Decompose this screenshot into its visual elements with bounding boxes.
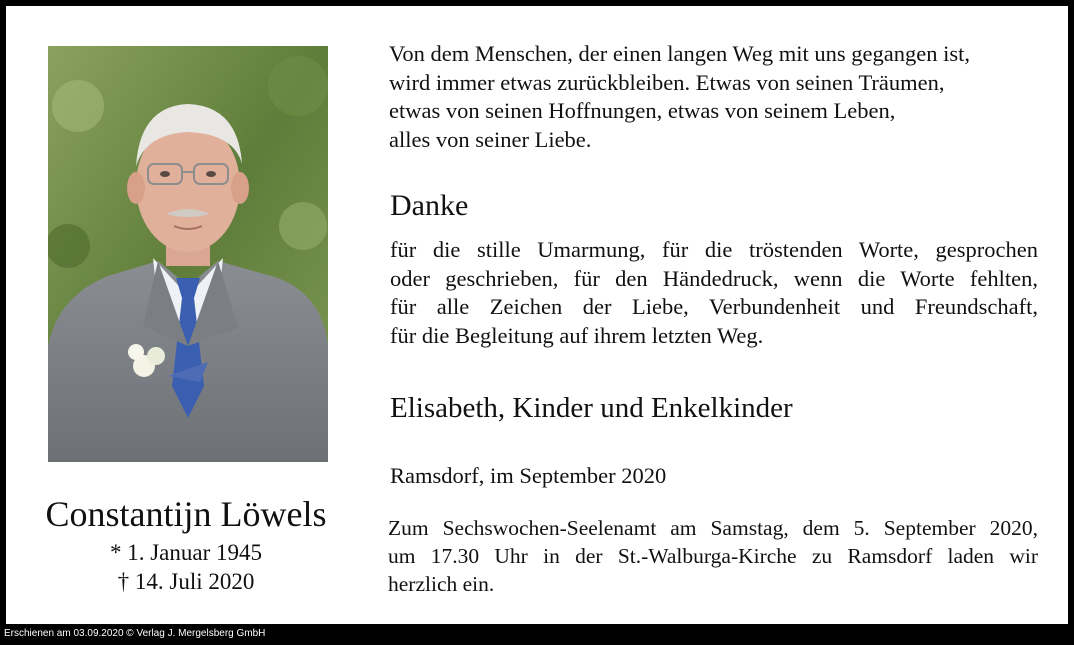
portrait-photo <box>48 46 328 462</box>
poem-line: etwas von seinen Hoffnungen, etwas von seinem Leben, <box>389 98 896 123</box>
thanks-line: für die Begleitung auf ihrem letzten Weg. <box>390 322 764 348</box>
poem-line: alles von seiner Liebe. <box>389 126 592 152</box>
thanks-heading: Danke <box>390 189 469 222</box>
family-signature: Elisabeth, Kinder und Enkelkinder <box>390 392 793 424</box>
notice-line: herzlich ein. <box>388 572 495 596</box>
deceased-name: Constantijn Löwels <box>45 494 327 534</box>
publication-footer: Erschienen am 03.09.2020 © Verlag J. Mergelsberg GmbH <box>4 628 266 639</box>
place-date: Ramsdorf, im September 2020 <box>390 463 667 488</box>
thanks-line: für die stille Umarmung, für die tröstenden Worte, gesprochen <box>390 237 1038 262</box>
death-date: † 14. Juli 2020 <box>117 569 255 594</box>
thanks-line: oder geschrieben, für den Händedruck, wenn die Worte fehlten, <box>390 265 1038 291</box>
birth-date: * 1. Januar 1945 <box>109 540 263 565</box>
notice-line: Zum Sechswochen-Seelenamt am Samstag, dem 5. September 2020, <box>388 516 1038 540</box>
poem-line: Von dem Menschen, der einen langen Weg mit uns gegangen ist, <box>389 41 970 66</box>
poem-line: wird immer etwas zurückbleiben. Etwas von seinen Träumen, <box>389 69 945 95</box>
thanks-text <box>390 236 1038 350</box>
obituary-card <box>6 6 1068 624</box>
life-dates <box>6 538 366 596</box>
thanks-line: für alle Zeichen der Liebe, Verbundenheit und Freundschaft, <box>390 294 1038 319</box>
service-notice <box>388 514 1038 598</box>
notice-line: um 17.30 Uhr in der St.-Walburga-Kirche zu Ramsdorf laden wir <box>388 544 1038 568</box>
portrait-image <box>48 46 328 462</box>
memorial-poem <box>389 40 1049 154</box>
